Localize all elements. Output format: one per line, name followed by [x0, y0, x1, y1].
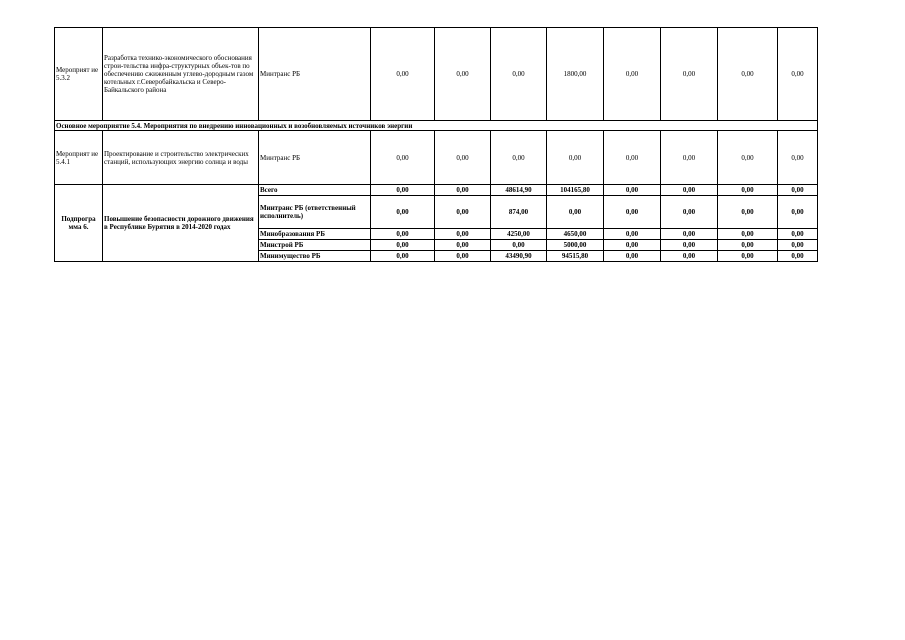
value-cell: 0,00 [435, 229, 491, 240]
value-cell: 0,00 [661, 196, 718, 229]
subprogram-code: Подпрогра мма 6. [55, 185, 103, 262]
value-cell: 0,00 [547, 131, 604, 185]
value-cell: 0,00 [661, 131, 718, 185]
value-cell: 0,00 [778, 251, 818, 262]
value-cell: 0,00 [435, 240, 491, 251]
value-cell: 0,00 [604, 185, 661, 196]
value-cell: 5000,00 [547, 240, 604, 251]
value-cell: 0,00 [371, 28, 435, 121]
value-cell: 1800,00 [547, 28, 604, 121]
measure-name: Проектирование и строительство электрических станций, использующих энергию солнца и воды [103, 131, 259, 185]
section-title: Основное мероприятие 5.4. Мероприятия по внедрению инновационных и возобновляемых источников энергии [55, 121, 818, 131]
value-cell: 0,00 [371, 196, 435, 229]
value-cell: 0,00 [661, 229, 718, 240]
value-cell: 0,00 [718, 28, 778, 121]
value-cell: 0,00 [435, 196, 491, 229]
value-cell: 0,00 [604, 251, 661, 262]
value-cell: 0,00 [778, 229, 818, 240]
value-cell: 0,00 [718, 251, 778, 262]
measure-code: Мероприят ие 5.4.1 [55, 131, 103, 185]
value-cell: 43490,90 [491, 251, 547, 262]
value-cell: 4650,00 [547, 229, 604, 240]
table-row [55, 185, 818, 196]
value-cell: 0,00 [435, 185, 491, 196]
section-row [55, 121, 818, 131]
value-cell: 0,00 [718, 131, 778, 185]
value-cell: 48614,90 [491, 185, 547, 196]
value-cell: 0,00 [371, 251, 435, 262]
table-row [55, 28, 818, 121]
executor: Всего [259, 185, 371, 196]
executor: Минстрой РБ [259, 240, 371, 251]
executor: Минтранс РБ [259, 131, 371, 185]
value-cell: 104165,80 [547, 185, 604, 196]
value-cell: 0,00 [661, 185, 718, 196]
value-cell: 0,00 [778, 28, 818, 121]
value-cell: 0,00 [778, 131, 818, 185]
value-cell: 0,00 [371, 185, 435, 196]
program-table [54, 27, 818, 262]
value-cell: 0,00 [491, 240, 547, 251]
value-cell: 0,00 [604, 28, 661, 121]
value-cell: 0,00 [778, 196, 818, 229]
value-cell: 0,00 [491, 28, 547, 121]
value-cell: 0,00 [371, 240, 435, 251]
value-cell: 0,00 [435, 251, 491, 262]
value-cell: 0,00 [661, 251, 718, 262]
measure-code: Мероприят ие 5.3.2 [55, 28, 103, 121]
value-cell: 0,00 [547, 196, 604, 229]
value-cell: 0,00 [718, 229, 778, 240]
executor: Минимущество РБ [259, 251, 371, 262]
value-cell: 0,00 [435, 131, 491, 185]
value-cell: 0,00 [718, 240, 778, 251]
executor: Минтранс РБ (ответственный исполнитель) [259, 196, 371, 229]
value-cell: 0,00 [604, 229, 661, 240]
value-cell: 0,00 [491, 131, 547, 185]
value-cell: 0,00 [718, 196, 778, 229]
value-cell: 0,00 [661, 28, 718, 121]
executor: Минобразования РБ [259, 229, 371, 240]
value-cell: 0,00 [661, 240, 718, 251]
value-cell: 874,00 [491, 196, 547, 229]
value-cell: 0,00 [718, 185, 778, 196]
value-cell: 0,00 [604, 196, 661, 229]
value-cell: 4250,00 [491, 229, 547, 240]
subprogram-name: Повышение безопасности дорожного движения в Республике Бурятия в 2014-2020 годах [103, 185, 259, 262]
value-cell: 0,00 [778, 185, 818, 196]
value-cell: 0,00 [604, 240, 661, 251]
value-cell: 0,00 [604, 131, 661, 185]
executor: Минтранс РБ [259, 28, 371, 121]
value-cell: 94515,80 [547, 251, 604, 262]
value-cell: 0,00 [778, 240, 818, 251]
measure-name: Разработка технико-экономического обоснования строи-тельства инфра-структурных объек-тов по обеспечению сжиженным углево-дородным газом котельных г.Северобайкальска и Северо-Байкальского района [103, 28, 259, 121]
table-row [55, 131, 818, 185]
value-cell: 0,00 [435, 28, 491, 121]
value-cell: 0,00 [371, 229, 435, 240]
value-cell: 0,00 [371, 131, 435, 185]
